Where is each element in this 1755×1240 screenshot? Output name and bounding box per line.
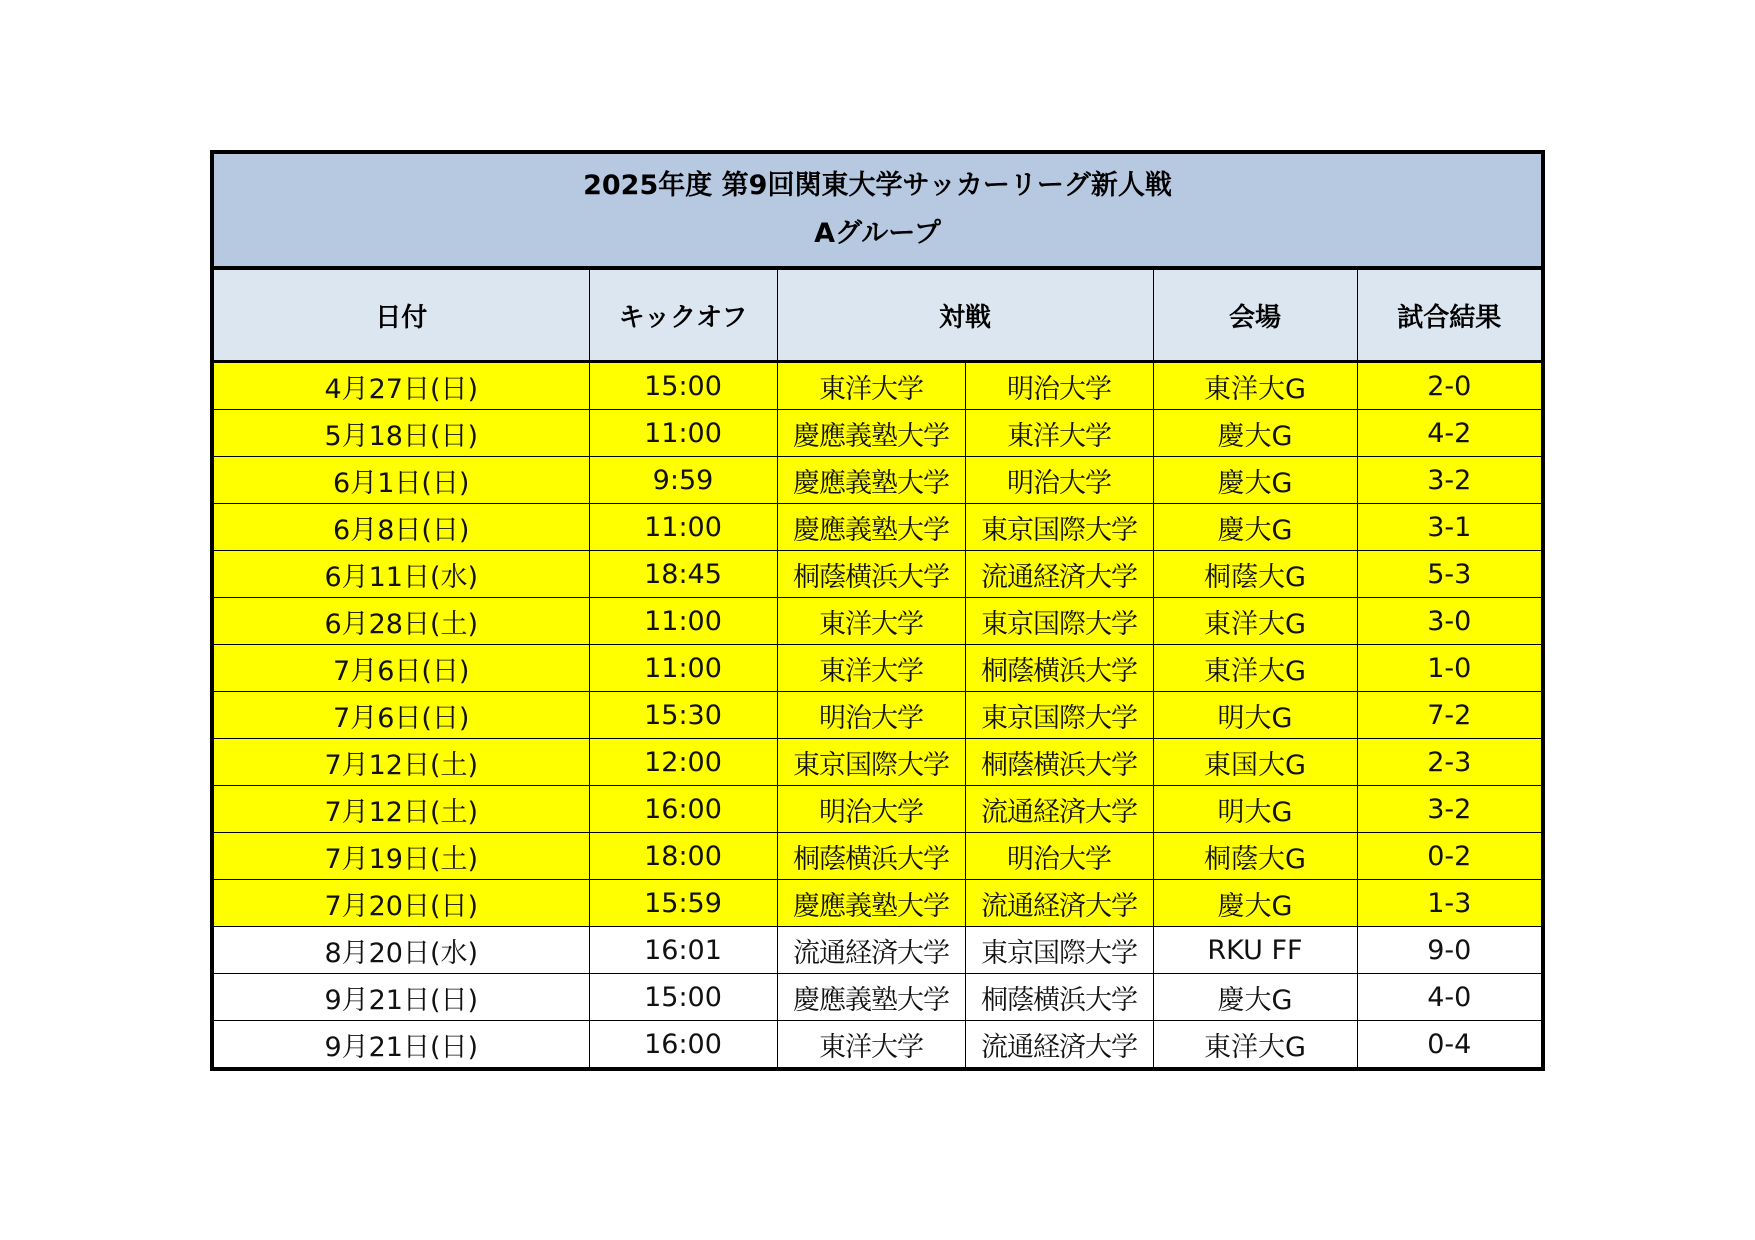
result-cell: 3-2	[1357, 457, 1543, 504]
date-cell: 7月12日(土)	[212, 786, 589, 833]
table-row	[212, 504, 1543, 551]
away-team-cell: 東京国際大学	[965, 504, 1153, 551]
venue-cell: 慶大G	[1153, 504, 1357, 551]
date-cell: 7月19日(土)	[212, 833, 589, 880]
result-cell: 2-0	[1357, 362, 1543, 410]
home-team-cell: 東洋大学	[777, 598, 965, 645]
table-row	[212, 692, 1543, 739]
date-cell: 9月21日(日)	[212, 974, 589, 1021]
venue-cell: 明大G	[1153, 786, 1357, 833]
header-venue: 会場	[1153, 268, 1357, 362]
kickoff-cell: 16:01	[589, 927, 777, 974]
date-cell: 6月1日(日)	[212, 457, 589, 504]
table-row	[212, 974, 1543, 1021]
venue-cell: 慶大G	[1153, 457, 1357, 504]
venue-cell: 明大G	[1153, 692, 1357, 739]
venue-cell: 東洋大G	[1153, 598, 1357, 645]
kickoff-cell: 15:59	[589, 880, 777, 927]
home-team-cell: 桐蔭横浜大学	[777, 833, 965, 880]
away-team-cell: 桐蔭横浜大学	[965, 739, 1153, 786]
kickoff-cell: 15:00	[589, 362, 777, 410]
table-row	[212, 457, 1543, 504]
result-cell: 3-2	[1357, 786, 1543, 833]
date-cell: 6月11日(水)	[212, 551, 589, 598]
venue-cell: 桐蔭大G	[1153, 833, 1357, 880]
kickoff-cell: 18:00	[589, 833, 777, 880]
away-team-cell: 明治大学	[965, 362, 1153, 410]
venue-cell: 東洋大G	[1153, 645, 1357, 692]
table-row	[212, 1021, 1543, 1070]
table-row	[212, 362, 1543, 410]
date-cell: 6月28日(土)	[212, 598, 589, 645]
kickoff-cell: 12:00	[589, 739, 777, 786]
venue-cell: 慶大G	[1153, 974, 1357, 1021]
away-team-cell: 東洋大学	[965, 410, 1153, 457]
home-team-cell: 明治大学	[777, 692, 965, 739]
home-team-cell: 慶應義塾大学	[777, 457, 965, 504]
result-cell: 1-0	[1357, 645, 1543, 692]
result-cell: 0-4	[1357, 1021, 1543, 1070]
result-cell: 3-0	[1357, 598, 1543, 645]
table-row	[212, 645, 1543, 692]
kickoff-cell: 11:00	[589, 645, 777, 692]
home-team-cell: 流通経済大学	[777, 927, 965, 974]
venue-cell: 桐蔭大G	[1153, 551, 1357, 598]
venue-cell: 慶大G	[1153, 880, 1357, 927]
away-team-cell: 東京国際大学	[965, 598, 1153, 645]
venue-cell: RKU FF	[1153, 927, 1357, 974]
away-team-cell: 明治大学	[965, 833, 1153, 880]
date-cell: 5月18日(日)	[212, 410, 589, 457]
header-row	[212, 268, 1543, 362]
table-row	[212, 598, 1543, 645]
table-row	[212, 739, 1543, 786]
venue-cell: 東洋大G	[1153, 1021, 1357, 1070]
table-title	[212, 152, 1543, 268]
away-team-cell: 流通経済大学	[965, 880, 1153, 927]
table-row	[212, 410, 1543, 457]
away-team-cell: 明治大学	[965, 457, 1153, 504]
venue-cell: 東国大G	[1153, 739, 1357, 786]
away-team-cell: 桐蔭横浜大学	[965, 645, 1153, 692]
kickoff-cell: 11:00	[589, 598, 777, 645]
kickoff-cell: 16:00	[589, 1021, 777, 1070]
home-team-cell: 東洋大学	[777, 645, 965, 692]
home-team-cell: 明治大学	[777, 786, 965, 833]
kickoff-cell: 11:00	[589, 504, 777, 551]
away-team-cell: 流通経済大学	[965, 786, 1153, 833]
home-team-cell: 慶應義塾大学	[777, 974, 965, 1021]
date-cell: 8月20日(水)	[212, 927, 589, 974]
header-result: 試合結果	[1357, 268, 1543, 362]
away-team-cell: 流通経済大学	[965, 1021, 1153, 1070]
home-team-cell: 東洋大学	[777, 1021, 965, 1070]
kickoff-cell: 18:45	[589, 551, 777, 598]
kickoff-cell: 15:30	[589, 692, 777, 739]
venue-cell: 東洋大G	[1153, 362, 1357, 410]
date-cell: 7月6日(日)	[212, 645, 589, 692]
date-cell: 7月12日(土)	[212, 739, 589, 786]
title-line-2: Aグループ	[814, 218, 941, 249]
result-cell: 5-3	[1357, 551, 1543, 598]
result-cell: 4-0	[1357, 974, 1543, 1021]
header-kickoff: キックオフ	[589, 268, 777, 362]
title-line-1: 2025年度 第9回関東大学サッカーリーグ新人戦	[583, 170, 1172, 201]
result-cell: 4-2	[1357, 410, 1543, 457]
table-row	[212, 551, 1543, 598]
home-team-cell: 東洋大学	[777, 362, 965, 410]
result-cell: 9-0	[1357, 927, 1543, 974]
date-cell: 7月20日(日)	[212, 880, 589, 927]
kickoff-cell: 16:00	[589, 786, 777, 833]
header-date: 日付	[212, 268, 589, 362]
kickoff-cell: 11:00	[589, 410, 777, 457]
home-team-cell: 慶應義塾大学	[777, 504, 965, 551]
date-cell: 6月8日(日)	[212, 504, 589, 551]
schedule-table	[210, 150, 1545, 1071]
home-team-cell: 桐蔭横浜大学	[777, 551, 965, 598]
kickoff-cell: 15:00	[589, 974, 777, 1021]
home-team-cell: 東京国際大学	[777, 739, 965, 786]
away-team-cell: 東京国際大学	[965, 927, 1153, 974]
home-team-cell: 慶應義塾大学	[777, 410, 965, 457]
date-cell: 9月21日(日)	[212, 1021, 589, 1070]
result-cell: 7-2	[1357, 692, 1543, 739]
header-match: 対戦	[777, 268, 1153, 362]
title-row	[212, 152, 1543, 268]
date-cell: 7月6日(日)	[212, 692, 589, 739]
result-cell: 1-3	[1357, 880, 1543, 927]
away-team-cell: 流通経済大学	[965, 551, 1153, 598]
kickoff-cell: 9:59	[589, 457, 777, 504]
table-row	[212, 880, 1543, 927]
date-cell: 4月27日(日)	[212, 362, 589, 410]
result-cell: 2-3	[1357, 739, 1543, 786]
result-cell: 0-2	[1357, 833, 1543, 880]
table-row	[212, 927, 1543, 974]
table-row	[212, 833, 1543, 880]
venue-cell: 慶大G	[1153, 410, 1357, 457]
home-team-cell: 慶應義塾大学	[777, 880, 965, 927]
away-team-cell: 桐蔭横浜大学	[965, 974, 1153, 1021]
table-row	[212, 786, 1543, 833]
away-team-cell: 東京国際大学	[965, 692, 1153, 739]
result-cell: 3-1	[1357, 504, 1543, 551]
